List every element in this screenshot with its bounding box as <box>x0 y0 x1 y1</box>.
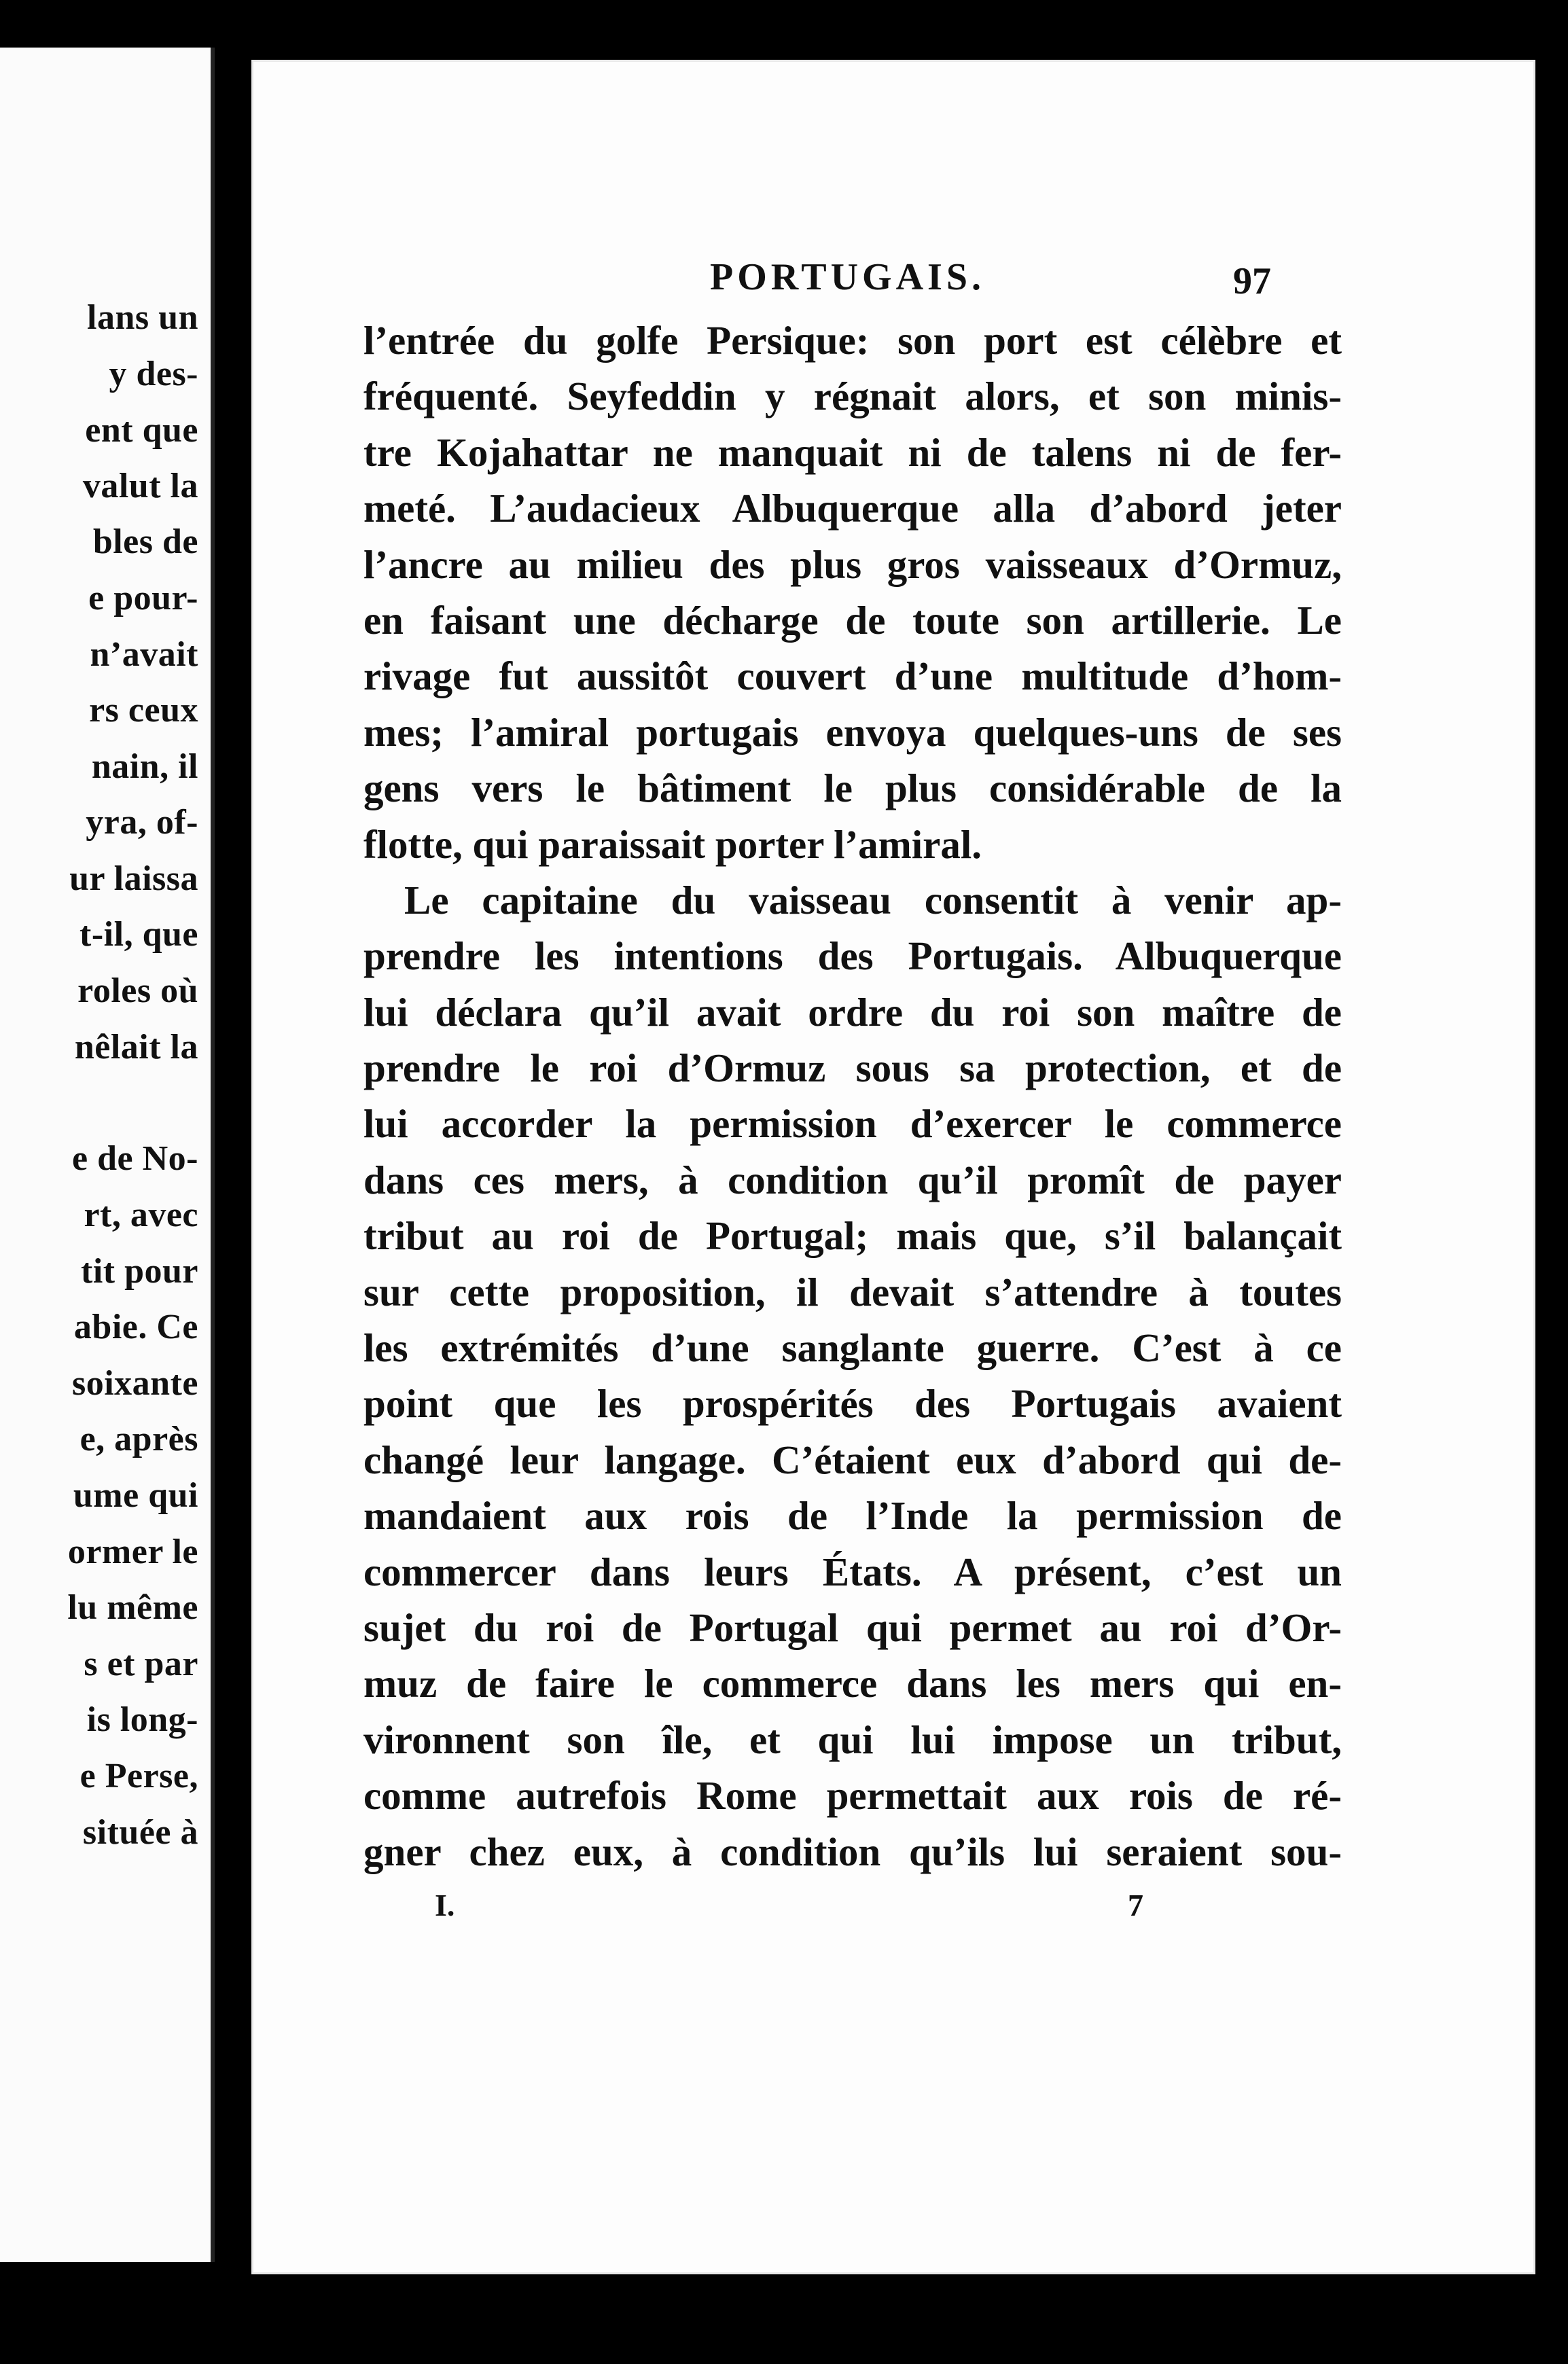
previous-page-line: tit pour <box>81 1252 198 1291</box>
previous-page <box>0 48 215 2262</box>
text-line: dans ces mers, à condition qu’il promît de payer <box>363 1157 1342 1202</box>
previous-page-line: ormer le <box>67 1533 198 1571</box>
book-page <box>251 60 1535 2274</box>
text-line: l’entrée du golfe Persique: son port est célèbre et <box>363 318 1342 363</box>
text-line: point que les prospérités des Portugais avaient <box>363 1381 1342 1427</box>
previous-page-line: bles de <box>92 522 198 561</box>
text-line: gner chez eux, à condition qu’ils lui seraient sou- <box>363 1829 1342 1874</box>
text-line: rivage fut aussitôt couvert d’une multitude d’hom- <box>363 653 1342 699</box>
running-head-title: PORTUGAIS. <box>710 256 985 298</box>
previous-page-line: e, après <box>79 1420 198 1458</box>
previous-page-line: lans un <box>87 298 198 337</box>
running-head <box>251 255 1535 310</box>
text-line: fréquenté. Seyfeddin y régnait alors, et son minis- <box>363 374 1342 419</box>
page-footer <box>251 1887 1535 1941</box>
previous-page-line: nain, il <box>91 747 198 786</box>
text-line: gens vers le bâtiment le plus considérable de la <box>363 766 1342 811</box>
previous-page-line: ent que <box>85 411 198 450</box>
previous-page-line: située à <box>82 1813 198 1852</box>
text-line: tre Kojahattar ne manquait ni de talens ni de fer- <box>363 429 1342 475</box>
previous-page-line: roles où <box>77 971 198 1010</box>
previous-page-line: is long- <box>86 1700 198 1739</box>
previous-page-line: s et par <box>84 1645 198 1683</box>
previous-page-line: ur laissa <box>69 859 198 898</box>
text-line: les extrémités d’une sanglante guerre. C’est à ce <box>363 1325 1342 1371</box>
previous-page-line: t-il, que <box>79 915 198 954</box>
previous-page-line: e pour- <box>88 579 198 617</box>
previous-page-line: soixante <box>72 1364 198 1403</box>
previous-page-line: e de No- <box>72 1139 198 1178</box>
text-line: sujet du roi de Portugal qui permet au roi d’Or- <box>363 1605 1342 1650</box>
previous-page-line: rs ceux <box>89 691 198 730</box>
text-line: sur cette proposition, il devait s’attendre à toutes <box>363 1269 1342 1314</box>
previous-page-line: rt, avec <box>84 1196 198 1234</box>
text-line: commercer dans leurs États. A présent, c’est un <box>363 1549 1342 1594</box>
signature-mark: I. <box>435 1888 455 1922</box>
text-line: changé leur langage. C’étaient eux d’abord qui de- <box>363 1437 1342 1482</box>
text-line: prendre les intentions des Portugais. Albuquerque <box>363 933 1342 979</box>
text-line: muz de faire le commerce dans les mers qui en- <box>363 1661 1342 1706</box>
previous-page-line: nêlait la <box>74 1028 198 1067</box>
previous-page-line: yra, of- <box>86 803 198 842</box>
text-line: vironnent son île, et qui lui impose un tribut, <box>363 1717 1342 1762</box>
text-line: lui déclara qu’il avait ordre du roi son maître de <box>363 989 1342 1035</box>
text-line: l’ancre au milieu des plus gros vaisseaux d’Ormuz, <box>363 541 1342 587</box>
previous-page-line: lu même <box>67 1588 198 1627</box>
previous-page-line: abie. Ce <box>73 1308 198 1346</box>
sheet-number: 7 <box>1128 1888 1143 1922</box>
previous-page-line: n’avait <box>90 635 198 674</box>
text-line: prendre le roi d’Ormuz sous sa protection, et de <box>363 1045 1342 1091</box>
text-line: Le capitaine du vaisseau consentit à venir ap- <box>404 877 1342 923</box>
text-line: comme autrefois Rome permettait aux rois de ré- <box>363 1773 1342 1819</box>
text-line: mes; l’amiral portugais envoya quelques-uns de ses <box>363 709 1342 755</box>
previous-page-line: valut la <box>82 467 198 505</box>
text-line: tribut au roi de Portugal; mais que, s’il balançait <box>363 1213 1342 1259</box>
previous-page-line: ume qui <box>73 1476 198 1515</box>
text-line: en faisant une décharge de toute son artillerie. Le <box>363 597 1342 643</box>
text-line: mandaient aux rois de l’Inde la permission de <box>363 1493 1342 1539</box>
previous-page-line: y des- <box>109 355 198 393</box>
text-line: meté. L’audacieux Albuquerque alla d’abord jeter <box>363 486 1342 531</box>
body-text <box>363 312 1342 1880</box>
text-line: flotte, qui paraissait porter l’amiral. <box>363 821 982 867</box>
text-line: lui accorder la permission d’exercer le commerce <box>363 1101 1342 1147</box>
page-number: 97 <box>1233 260 1271 302</box>
previous-page-line: e Perse, <box>79 1757 198 1795</box>
